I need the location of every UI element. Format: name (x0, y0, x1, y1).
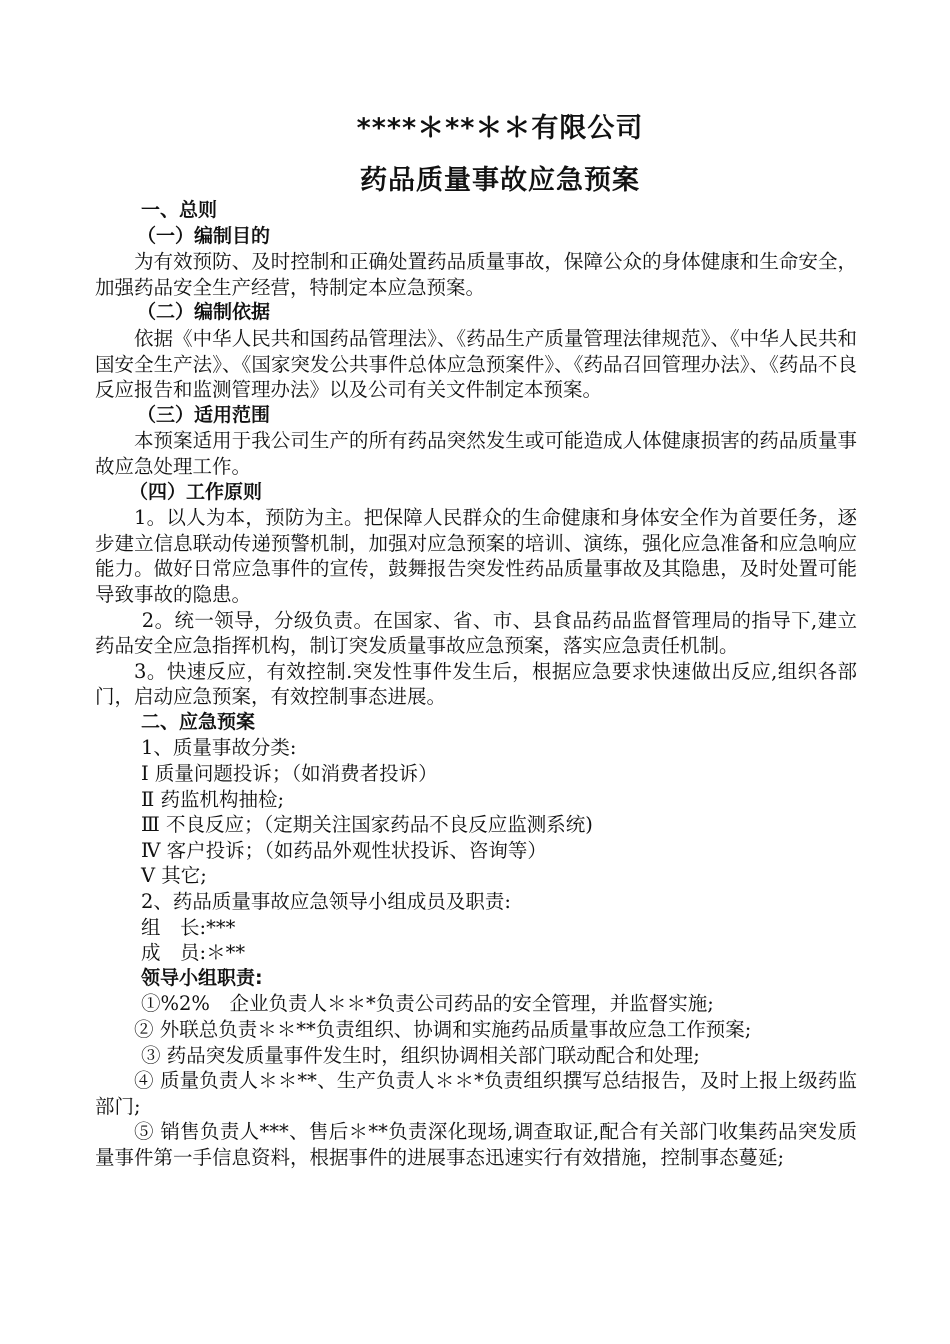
paragraph: ⑤ 销售负责人***、售后＊**负责深化现场,调查取证,配合有关部门收集药品突发质量事件第一手信息资料，根据事件的进展事态迅速实行有效措施，控制事态蔓延; (95, 1120, 857, 1169)
list-line: 1、质量事故分类: (141, 736, 297, 760)
subsection-heading: （四）工作原则 (129, 480, 263, 503)
paragraph: 依据《中华人民共和国药品管理法》、《药品生产质量管理法律规范》、《中华人民共和国安全生产法》、《国家突发公共事件总体应急预案件》、《药品召回管理办法》、《药品不良反应报告和监测管理办法》以及公司有关文件制定本预案。 (95, 326, 857, 402)
paragraph: ④ 质量负责人＊＊**、生产负责人＊＊*负责组织撰写总结报告，及时上报上级药监部门; (95, 1069, 857, 1118)
paragraph: 3。快速反应，有效控制.突发性事件发生后，根据应急要求快速做出反应,组织各部门，启动应急预案，有效控制事态进展。 (95, 659, 857, 709)
list-line: Ⅲ 不良反应；（定期关注国家药品不良反应监测系统) (141, 813, 593, 837)
company-title: ****＊**＊＊有限公司 (356, 113, 644, 144)
section-heading: 领导小组职责: (141, 966, 263, 989)
subsection-heading: （三）适用范围 (137, 403, 271, 426)
paragraph: 本预案适用于我公司生产的所有药品突然发生或可能造成人体健康损害的药品质量事故应急处理工作。 (95, 429, 857, 478)
paragraph: 2。统一领导，分级负责。在国家、省、市、县食品药品监督管理局的指导下,建立药品安全应急指挥机构，制订突发质量事故应急预案，落实应急责任机制。 (95, 608, 857, 658)
list-line: 2、药品质量事故应急领导小组成员及职责: (141, 890, 511, 914)
paragraph: ② 外联总负责＊＊**负责组织、协调和实施药品质量事故应急工作预案; (134, 1018, 752, 1041)
list-line: ③ 药品突发质量事件发生时，组织协调相关部门联动配合和处理; (141, 1043, 700, 1067)
list-line: Ⅳ 客户投诉；（如药品外观性状投诉、咨询等） (141, 838, 547, 862)
list-line: Ⅴ 其它; (141, 864, 207, 888)
subsection-heading: （二）编制依据 (137, 301, 271, 324)
paragraph: 1。以人为本，预防为主。把保障人民群众的生命健康和身体安全作为首要任务，逐步建立信息联动传递预警机制，加强对应急预案的培训、演练，强化应急准备和应急响应能力。做好日常应急事件的宣传，鼓舞报告突发性药品质量事故及其隐患，及时处置可能导致事故的隐患。 (95, 506, 857, 606)
document-body (95, 198, 857, 1171)
list-line: ①%2% 企业负责人＊＊*负责公司药品的安全管理，并监督实施; (141, 992, 714, 1016)
list-line: 成 员:＊** (141, 941, 246, 965)
document-title: 药品质量事故应急预案 (360, 165, 640, 196)
section-heading: 一、总则 (141, 199, 218, 221)
list-line: Ⅱ 药监机构抽检; (141, 787, 285, 811)
subsection-heading: （一）编制目的 (137, 224, 271, 247)
paragraph: 为有效预防、及时控制和正确处置药品质量事故，保障公众的身体健康和生命安全，加强药品安全生产经营，特制定本应急预案。 (95, 250, 857, 299)
list-line: 组 长:*** (141, 915, 236, 939)
section-heading: 二、应急预案 (141, 710, 256, 733)
list-line: Ⅰ 质量问题投诉；（如消费者投诉） (141, 762, 438, 786)
